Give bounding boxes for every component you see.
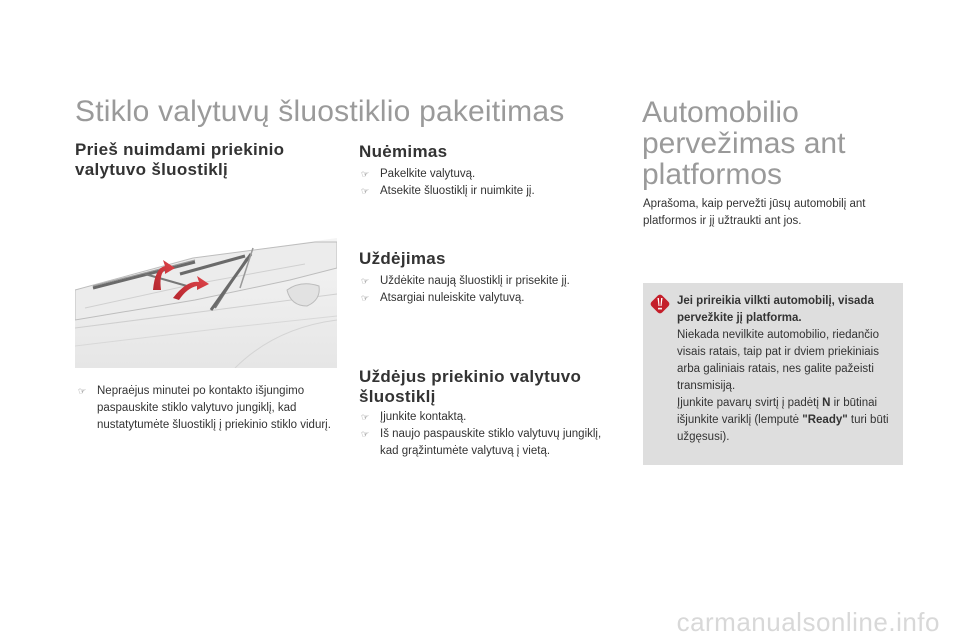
warning-text-1: Niekada nevilkite automobilio, riedančio visais ratais, taip pat ir dviem priekiniais arba galiniais ratais, nes galite pažeisti transmisiją. (677, 329, 880, 392)
removal-heading: Nuėmimas (359, 142, 448, 161)
wiper-illustration (75, 228, 337, 368)
pointing-hand-icon: ☞ (361, 293, 370, 303)
list-item: ☞ Atsargiai nuleiskite valytuvą. (360, 290, 615, 307)
warning-box (643, 283, 903, 465)
pointing-hand-icon: ☞ (361, 186, 370, 196)
list-item: ☞ Iš naujo paspauskite stiklo valytuvų jungiklį, kad grąžintumėte valytuvą į vietą. (361, 428, 602, 457)
list-item: ☞ Atsekite šluostiklį ir nuimkite jį. (360, 183, 615, 200)
watermark: carmanualsonline.info (676, 607, 940, 637)
list-item: ☞ Pakelkite valytuvą. (360, 166, 615, 183)
pointing-hand-icon: ☞ (78, 386, 87, 396)
install-heading: Uždėjimas (359, 249, 446, 268)
pointing-hand-icon: ☞ (361, 276, 370, 286)
pointing-hand-icon: ☞ (361, 412, 370, 422)
page-title: Stiklo valytuvų šluostiklio pakeitimas (75, 95, 565, 128)
after-list (360, 409, 622, 460)
install-list (360, 273, 615, 307)
left-heading: Prieš nuimdami priekinio valytuvo šluostiklį (75, 140, 285, 179)
warning-icon (649, 293, 671, 315)
removal-list (360, 166, 615, 200)
list-item: ☞ Uždėkite naują šluostiklį ir prisekite jį. (360, 273, 615, 290)
pointing-hand-icon: ☞ (361, 429, 370, 439)
section-title-transport: Automobilio pervežimas ant platformos (642, 96, 846, 191)
list-item: ☞ Nepraėjus minutei po kontakto išjungimo paspauskite stiklo valytuvo jungiklį, kad nustatytumėte šluostiklį į priekinio stiklo vidurį. (78, 385, 331, 431)
list-item: ☞ Įjunkite kontaktą. (360, 409, 622, 426)
warning-bold: Jei prireikia vilkti automobilį, visada pervežkite jį platforma. (677, 295, 874, 324)
after-heading: Uždėjus priekinio valytuvo šluostiklį (359, 367, 582, 406)
warning-text: Jei prireikia vilkti automobilį, visada pervežkite jį platforma. Niekada nevilkite automobilio, riedančio visais ratais, taip pat ir dviem priekiniais arba galiniais ratais, nes galite pažeisti transmisiją. Įjunkite pavarų svirtį į padėtį N ir būtinai išjunkite variklį (lemputė "Ready" turi būti užgęsusi). (677, 295, 889, 443)
left-bullets (77, 383, 332, 434)
transport-intro: Aprašoma, kaip pervežti jūsų automobilį ant platformos ir jį užtraukti ant jos. (643, 198, 866, 227)
pointing-hand-icon: ☞ (361, 169, 370, 179)
